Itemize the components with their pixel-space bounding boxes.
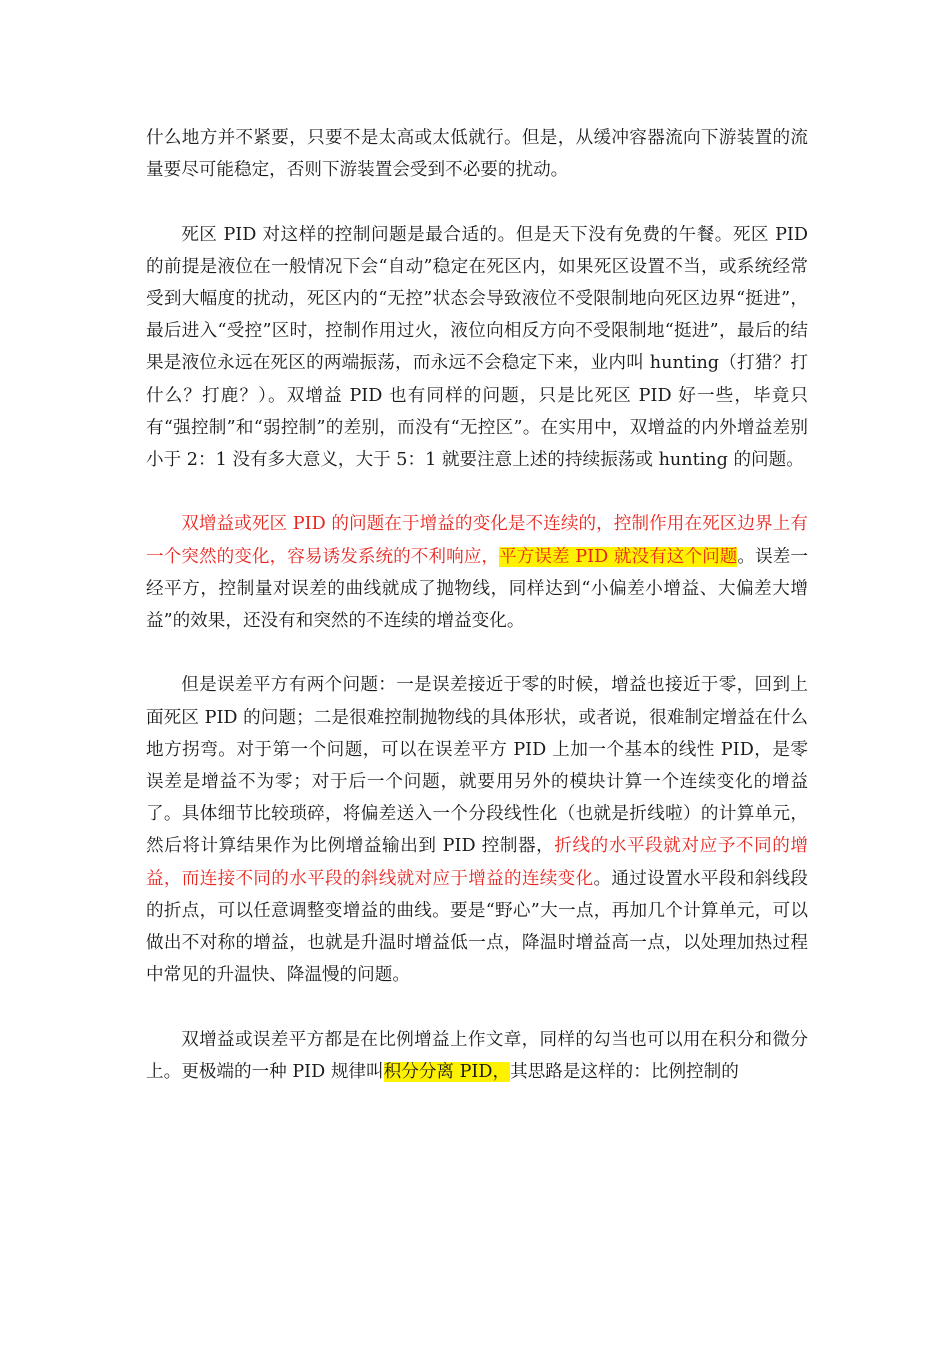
paragraph-3-red-text: 双增益或死区 PID 的问题在于增益的变化是不连续的，控制作用在死区边界上有一个突然的变化，容易诱发系统的不利响应， <box>146 514 808 567</box>
paragraph-4-red-text: 折线的水平段就对应予不同的增益，而连接不同的水平段的斜线就对应于增益的连续变化 <box>146 836 808 889</box>
paragraph-5-start: 双增益或误差平方都是在比例增益上作文章，同样的勾当也可以用在积分和微分上。更极端的一种 PID 规律叫 <box>146 1029 808 1082</box>
paragraph-5-highlight: 积分分离 PID， <box>383 1061 511 1082</box>
paragraph-5-end: 其思路是这样的：比例控制的 <box>510 1061 739 1082</box>
paragraph-2-text: 死区 PID 对这样的控制问题是最合适的。但是天下没有免费的午餐。死区 PID 的前提是液位在一般情况下会“自动”稳定在死区内，如果死区设置不当，或系统经常受到大幅度的扰动，死区内的“无控”状态会导致液位不受限制地向死区边界“挺进”，最后进入“受控”区时，控制作用过火，液位向相反方向不受限制地“挺进”，最后的结果是液位永远在死区的两端振荡，而永远不会稳定下来，业内叫 hunting（打猎？打什么？打鹿？）。双增益 PID 也有同样的问题，只是比死区 PID 好一些，毕竟只有“强控制”和“弱控制”的差别，而没有“无控区”。在实用中，双增益的内外增益差别小于 2：1 没有多大意义，大于 5：1 就要注意上述的持续振荡或 hunting 的问题。 <box>146 224 808 471</box>
paragraph-2 <box>146 219 808 477</box>
paragraph-4 <box>146 669 808 991</box>
paragraph-5 <box>146 1024 808 1088</box>
paragraph-3 <box>146 508 808 637</box>
document-page <box>146 122 808 1120</box>
paragraph-1-text: 什么地方并不紧要，只要不是太高或太低就行。但是，从缓冲容器流向下游装置的流量要尽可能稳定，否则下游装置会受到不必要的扰动。 <box>146 128 808 181</box>
paragraph-1 <box>146 122 808 186</box>
paragraph-3-highlight: 平方误差 PID 就没有这个问题 <box>499 546 738 567</box>
paragraph-4-end: 。通过设置水平段和斜线段的折点，可以任意调整变增益的曲线。要是“野心”大一点，再加几个计算单元，可以做出不对称的增益，也就是升温时增益低一点，降温时增益高一点，以处理加热过程中常见的升温快、降温慢的问题。 <box>146 868 808 986</box>
paragraph-3-rest: 。误差一经平方，控制量对误差的曲线就成了抛物线，同样达到“小偏差小增益、大偏差大增益”的效果，还没有和突然的不连续的增益变化。 <box>146 546 808 632</box>
paragraph-4-start: 但是误差平方有两个问题：一是误差接近于零的时候，增益也接近于零，回到上面死区 PID 的问题；二是很难控制抛物线的具体形状，或者说，很难制定增益在什么地方拐弯。对于第一个问题，可以在误差平方 PID 上加一个基本的线性 PID，是零误差是增益不为零；对于后一个问题，就要用另外的模块计算一个连续变化的增益了。具体细节比较琐碎，将偏差送入一个分段线性化（也就是折线啦）的计算单元，然后将计算结果作为比例增益输出到 PID 控制器， <box>146 675 808 857</box>
